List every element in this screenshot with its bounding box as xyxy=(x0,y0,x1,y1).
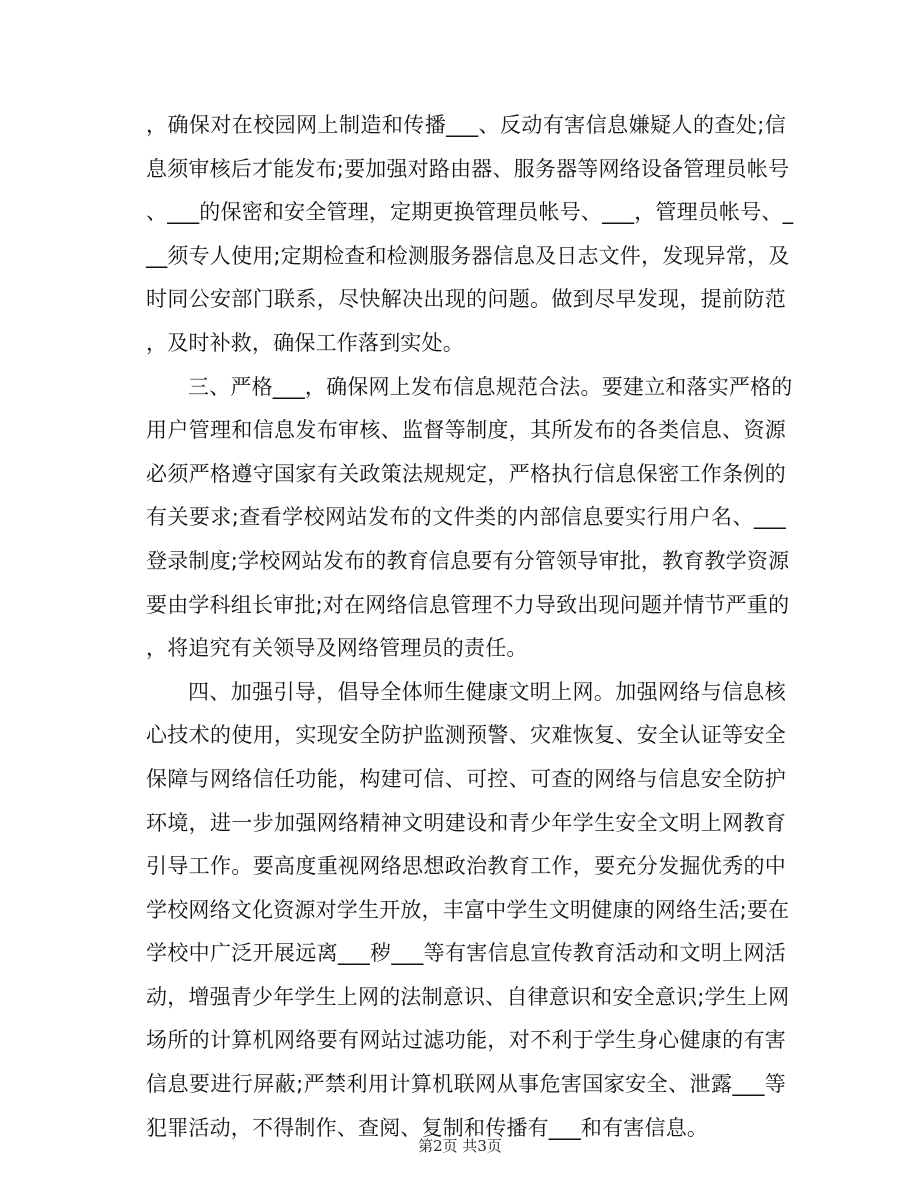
text-line: 、___的保密和安全管理，定期更换管理员帐号、___，管理员帐号、_ xyxy=(146,200,794,225)
text-line: 引导工作。要高度重视网络思想政治教育工作，要充分发掘优秀的中 xyxy=(146,854,786,879)
text-line: 有关要求;查看学校网站发布的文件类的内部信息要实行用户名、___ xyxy=(146,505,786,530)
body-text xyxy=(146,104,794,1150)
text-line: ，将追究有关领导及网络管理员的责任。 xyxy=(146,636,528,661)
text-line: 用户管理和信息发布审核、监督等制度，其所发布的各类信息、资源 xyxy=(146,418,786,443)
text-line: 环境，进一步加强网络精神文明建设和青少年学生安全文明上网教育 xyxy=(146,810,786,835)
text-line: ，确保对在校园网上制造和传播___、反动有害信息嫌疑人的查处;信 xyxy=(146,113,786,137)
text-line: 犯罪活动，不得制作、查阅、复制和传播有___和有害信息。 xyxy=(146,1115,709,1140)
text-line: 保障与网络信任功能，构建可信、可控、可查的网络与信息安全防护 xyxy=(146,766,786,791)
paragraph-four-start: 四、加强引导，倡导全体师生健康文明上网。加强网络与信息核 xyxy=(188,679,786,704)
text-line: 信息要进行屏蔽;严禁利用计算机联网从事危害国家安全、泄露___等 xyxy=(146,1072,786,1097)
text-line: 心技术的使用，实现安全防护监测预警、灾难恢复、安全认证等安全 xyxy=(146,723,786,748)
text-line: 时同公安部门联系，尽快解决出现的问题。做到尽早发现，提前防范 xyxy=(146,287,786,312)
text-line: ，及时补救，确保工作落到实处。 xyxy=(146,330,464,355)
text-line: 学校网络文化资源对学生开放，丰富中学生文明健康的网络生活;要在 xyxy=(146,897,790,922)
text-line: 必须严格遵守国家有关政策法规规定，严格执行信息保密工作条例的 xyxy=(146,461,786,486)
paragraph-three-start: 三、严格___，确保网上发布信息规范合法。要建立和落实严格的 xyxy=(188,374,793,399)
text-line: 要由学科组长审批;对在网络信息管理不力导致出现问题并情节严重的 xyxy=(146,592,790,617)
text-line: 动，增强青少年学生上网的法制意识、自律意识和安全意识;学生上网 xyxy=(146,984,790,1009)
text-line: __须专人使用;定期检查和检测服务器信息及日志文件，发现异常，及 xyxy=(146,243,790,268)
text-line: 登录制度;学校网站发布的教育信息要有分管领导审批，教育教学资源 xyxy=(146,548,790,573)
page-number-footer: 第2页 共3页 xyxy=(418,1137,502,1155)
text-line: 息须审核后才能发布;要加强对路由器、服务器等网络设备管理员帐号 xyxy=(146,156,790,181)
text-line: 场所的计算机网络要有网站过滤功能，对不利于学生身心健康的有害 xyxy=(146,1028,786,1053)
text-line: 学校中广泛开展远离___秽___等有害信息宣传教育活动和文明上网活 xyxy=(146,941,786,966)
